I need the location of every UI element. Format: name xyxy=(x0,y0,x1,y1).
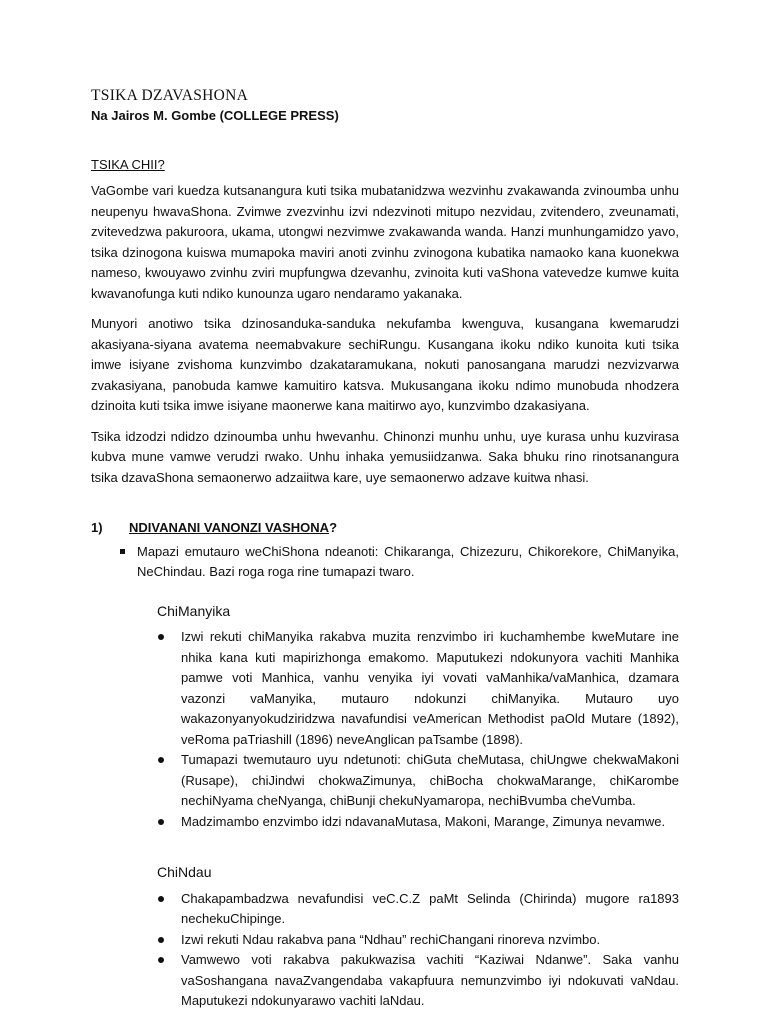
section-1-bullets xyxy=(91,542,679,583)
section-1-heading xyxy=(91,518,679,539)
paragraph-1: VaGombe vari kuedza kutsanangura kuti tsika mubatanidzwa wezvinhu zvakawanda zvinoumba unhu neupenyu hwavaShona. Zvimwe zvezvinhu izvi ndezvinoti mitupo nezvidau, zvitendero, zveunamati, zvitevedzwa pakuroora, ukama, utongwi nezvimwe zvakawanda wanda. Hanzi munhungamidzo yavo, tsika dzinogona kuiswa mumapoka maviri anoti zvinhu zvinogona kubatika namaoko kana kuonekwa nameso, kwouyawo zvinhu zviri mupfungwa dzevanhu, zvinoita kuti vaShona vatevedze kumwe kuita kwavanofunga kuti ndiko kunounza ugaro nendaramo yakanaka. xyxy=(91,183,679,301)
subsection-title-chindau: ChiNdau xyxy=(157,864,212,880)
chindau-list xyxy=(91,889,679,1012)
author-line: Na Jairos M. Gombe (COLLEGE PRESS) xyxy=(91,108,339,123)
paragraph-2: Munyori anotiwo tsika dzinosanduka-sanduka nekufamba kwenguva, kusangana kwemarudzi akasiyana-siyana avatema neemabvakure sechiRungu. Kusangana ikoku ndiko kunoita kuti tsika imwe isiyane zvishoma kunzvimbo dzakataramukana, nokuti panosangana marudzi nezvizvarwa zvakasiyana, panobuda kamwe kamuitiro katsva. Mukusangana ikoku ndimo munobuda nhodzera dzinoita kuti tsika imwe isiyane maonerwe kana maitirwo ayo, kunzvimbo dzakasiyana. xyxy=(91,316,679,413)
document-page xyxy=(91,86,679,1012)
list-item: Tumapazi twemutauro uyu ndetunoti: chiGuta cheMutasa, chiUngwe chekwaMakoni (Rusape), chiJindwi chokwaZimunya, chiBocha chokwaMarange, chiKarombe nechiNyama cheNyanga, chiBunji chekuNyamaropa, nechiBvumba cheVumba. xyxy=(181,750,679,812)
list-item: Chakapambadzwa nevafundisi veC.C.Z paMt Selinda (Chirinda) mugore ra1893 nechekuChipinge. xyxy=(181,889,679,930)
section-1-title-suffix: ? xyxy=(329,520,338,535)
section-heading-tsika-chii: TSIKA CHII? xyxy=(91,156,165,172)
list-item: Izwi rekuti chiManyika rakabva muzita renzvimbo iri kuchamhembe kweMutare ine nhika kana kuti mapirizhonga emakomo. Maputukezi ndokunyora vachiti Manhika pamwe voti Manhica, vanhu venyika iyi vovati vaManhika/vaManhica, dzamara vazonzi vaManyika, mutauro ndokunzi chiManyika. Mutauro uyo wakazonyanyokudziridzwa navafundisi veAmerican Methodist paOld Mutare (1892), veRoma paTriashill (1896) neveAnglican paTsambe (1898). xyxy=(181,627,679,750)
subsection-title-chimanyika: ChiManyika xyxy=(157,602,231,619)
document-title: TSIKA DZAVASHONA xyxy=(91,87,249,104)
list-item: Madzimambo enzvimbo idzi ndavanaMutasa, Makoni, Marange, Zimunya nevamwe. xyxy=(181,812,679,833)
section-1-title: NDIVANANI VANONZI VASHONA xyxy=(129,520,330,535)
list-item: Mapazi emutauro weChiShona ndeanoti: Chikaranga, Chizezuru, Chikorekore, ChiManyika, NeChindau. Bazi roga roga rine tumapazi twaro. xyxy=(137,542,679,583)
paragraph-3: Tsika idzodzi ndidzo dzinoumba unhu hwevanhu. Chinonzi munhu unhu, uye kurasa unhu kuzvirasa kubva mune vamwe verudzi rwako. Unhu inhaka yemusiidzanwa. Saka bhuku rino rinotsanangura tsika dzavaShona semaonerwo adzaiitwa kare, uye semaonerwo adzave kuitwa nhasi. xyxy=(91,428,679,485)
list-item: Vamwewo voti rakabva pakukwazisa vachiti “Kaziwai Ndanwe”. Saka vanhu vaSoshangana navaZvangendaba vakapfuura nemunzvimbo iyi ndokuvati vaNdau. Maputukezi ndokunyarawo vachiti laNdau. xyxy=(181,950,679,1012)
section-1-number: 1) xyxy=(91,520,103,535)
list-item: Izwi rekuti Ndau rakabva pana “Ndhau” rechiChangani rinoreva nzvimbo. xyxy=(181,930,679,951)
chimanyika-list xyxy=(91,627,679,832)
